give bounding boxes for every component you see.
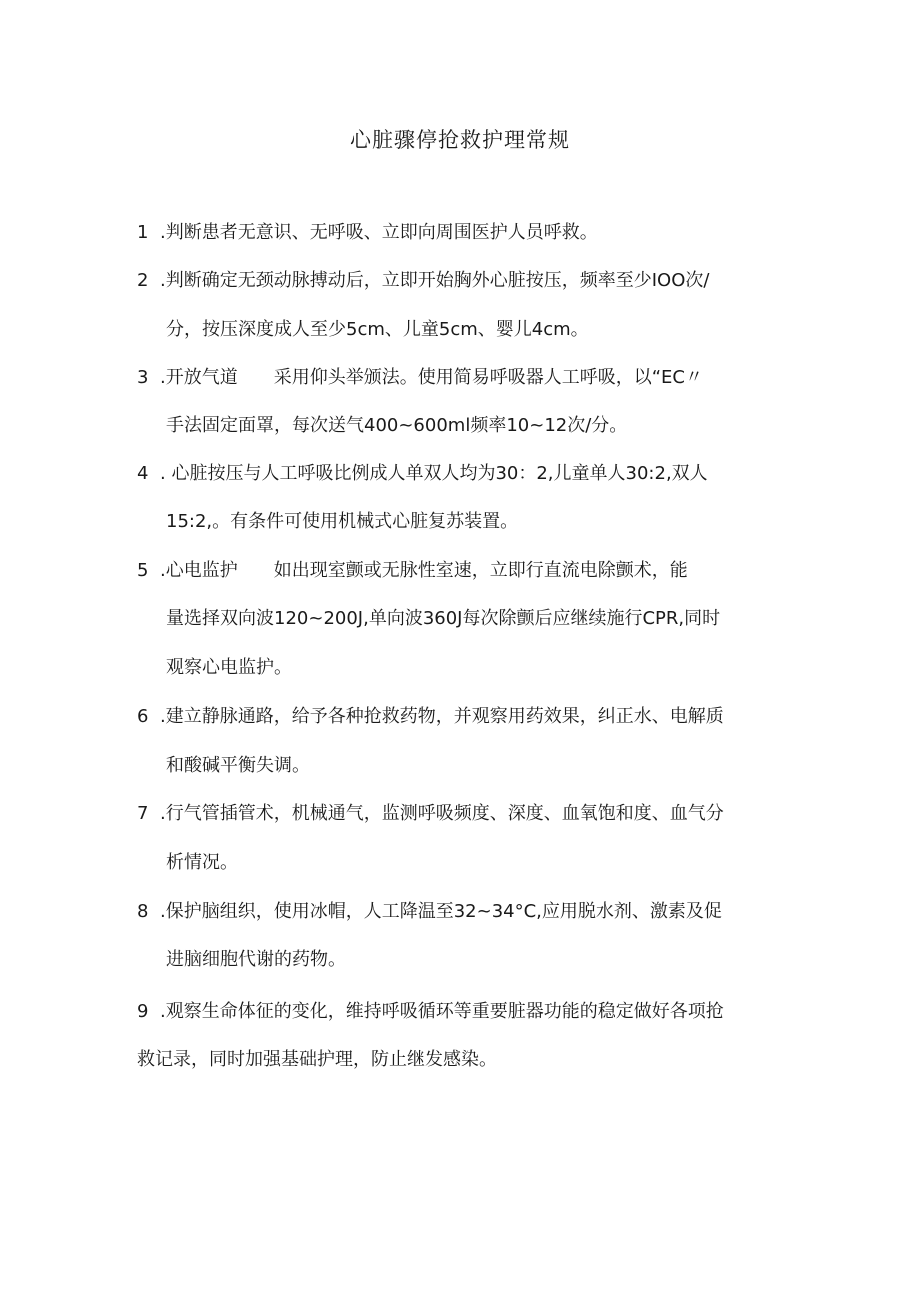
item-4-number: 4 — [137, 463, 149, 484]
item-4-line-1: . 心脏按压与人工呼吸比例成人单双人均为30：2,儿童单人30:2,双人 — [160, 463, 708, 484]
item-9-number: 9 — [137, 1001, 149, 1022]
item-7-line-2: 析情况。 — [166, 852, 238, 873]
item-6-number: 6 — [137, 706, 149, 727]
item-2-number: 2 — [137, 270, 149, 291]
item-8-line-2: 进脑细胞代谢的药物。 — [166, 949, 346, 970]
item-3-number: 3 — [137, 367, 149, 388]
item-5-line-1: .心电监护 如出现室颤或无脉性室速，立即行直流电除颤术，能 — [160, 560, 688, 581]
item-2-line-1: .判断确定无颈动脉搏动后，立即开始胸外心脏按压，频率至少IOO次/ — [160, 270, 710, 291]
document-title: 心脏骤停抢救护理常规 — [350, 128, 570, 152]
item-8-line-1: .保护脑组织，使用冰帽，人工降温至32~34°C,应用脱水剂、激素及促 — [160, 901, 722, 922]
item-4-line-2: 15:2,。有条件可使用机械式心脏复苏装置。 — [166, 511, 519, 532]
item-3-line-1: .开放气道 采用仰头举颁法。使用简易呼吸器人工呼吸，以“EC〃 — [160, 367, 703, 388]
item-6-line-1: .建立静脉通路，给予各种抢救药物，并观察用药效果，纠正水、电解质 — [160, 706, 724, 727]
item-9-line-1: .观察生命体征的变化，维持呼吸循环等重要脏器功能的稳定做好各项抢 — [160, 1001, 724, 1022]
item-7-line-1: .行气管插管术，机械通气，监测呼吸频度、深度、血氧饱和度、血气分 — [160, 803, 724, 824]
item-1-number: 1 — [137, 222, 149, 243]
item-5-number: 5 — [137, 560, 149, 581]
item-1-line-1: .判断患者无意识、无呼吸、立即向周围医护人员呼救。 — [160, 222, 598, 243]
item-9-line-2: 救记录，同时加强基础护理，防止继发感染。 — [137, 1049, 497, 1070]
item-7-number: 7 — [137, 803, 149, 824]
item-6-line-2: 和酸碱平衡失调。 — [166, 755, 310, 776]
item-2-line-2: 分，按压深度成人至少5cm、儿童5cm、婴儿4cm。 — [166, 319, 589, 340]
item-5-line-2: 量选择双向波120~200J,单向波360J每次除颤后应继续施行CPR,同时 — [166, 608, 721, 629]
item-8-number: 8 — [137, 901, 149, 922]
item-3-line-2: 手法固定面罩，每次送气400~600ml频率10~12次/分。 — [166, 415, 628, 436]
item-5-line-3: 观察心电监护。 — [166, 657, 292, 678]
